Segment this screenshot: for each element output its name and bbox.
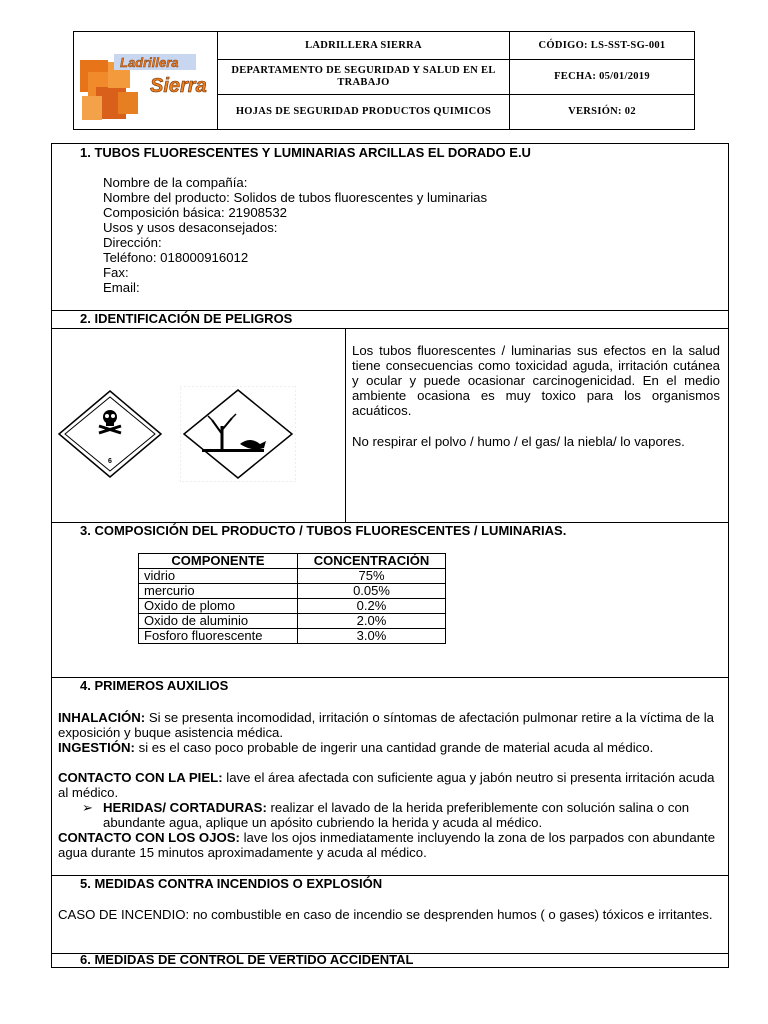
hazard-warning: No respirar el polvo / humo / el gas/ la niebla/ lo vapores.: [352, 434, 685, 449]
component-cell: mercurio: [139, 584, 298, 599]
table-row: [139, 629, 446, 644]
component-cell: vidrio: [139, 569, 298, 584]
document-version: VERSIÓN: 02: [568, 106, 636, 117]
svg-text:Sierra: Sierra: [150, 75, 207, 97]
phone-line: Teléfono: 018000916012: [103, 250, 249, 265]
document-header: [73, 31, 695, 130]
component-header: COMPONENTE: [139, 554, 298, 569]
skin-contact-label: CONTACTO CON LA PIEL:: [58, 770, 223, 785]
section-2-title: 2. IDENTIFICACIÓN DE PELIGROS: [80, 311, 293, 326]
table-row: [139, 614, 446, 629]
component-cell: Oxido de plomo: [139, 599, 298, 614]
fire-case-text: CASO DE INCENDIO: no combustible en caso de incendio se desprenden humos ( o gases) tóxicos e irritantes.: [58, 907, 713, 922]
ingestion-text: si es el caso poco probable de ingerir una cantidad grande de material acuda al médico.: [134, 740, 654, 755]
section-6-title: 6. MEDIDAS DE CONTROL DE VERTIDO ACCIDENTAL: [80, 952, 414, 967]
company-name-line: Nombre de la compañía:: [103, 175, 248, 190]
svg-text:Ladrillera: Ladrillera: [120, 55, 179, 70]
composition-table: [138, 553, 446, 644]
ingestion-paragraph: [58, 740, 722, 755]
concentration-cell: 75%: [298, 569, 446, 584]
document-code: CÓDIGO: LS-SST-SG-001: [538, 39, 666, 51]
concentration-cell: 0.05%: [298, 584, 446, 599]
eye-contact-label: CONTACTO CON LOS OJOS:: [58, 830, 240, 845]
table-header-row: [139, 554, 446, 569]
fax-line: Fax:: [103, 265, 129, 280]
skin-contact-text: lave el área afectada con suficiente agua y jabón neutro si presenta irritación acuda al médico.: [58, 770, 715, 800]
department-name: DEPARTAMENTO DE SEGURIDAD Y SALUD EN EL TRABAJO: [231, 65, 496, 88]
svg-text:6: 6: [108, 458, 112, 465]
inhalation-text: Si se presenta incomodidad, irritación o síntomas de afectación pulmonar retire a la víctima de la exposición y buque asistencia médica.: [58, 710, 715, 740]
eye-contact-text: lave los ojos inmediatamente incluyendo la zona de los parpados con abundante agua durante 15 minutos aproximadamente y acuda al médico.: [58, 830, 716, 860]
table-row: [139, 599, 446, 614]
document-date: FECHA: 05/01/2019: [554, 71, 650, 82]
table-row: [139, 569, 446, 584]
safety-sheet-body: [51, 143, 729, 968]
company-name: LADRILLERA SIERRA: [305, 39, 422, 51]
address-line: Dirección:: [103, 235, 162, 250]
wounds-label: HERIDAS/ CORTADURAS:: [103, 800, 267, 815]
brick-logo-icon: [74, 32, 217, 129]
company-logo: [74, 32, 218, 129]
section-4-title: 4. PRIMEROS AUXILIOS: [80, 678, 229, 693]
section-5-title: 5. MEDIDAS CONTRA INCENDIOS O EXPLOSIÓN: [80, 876, 383, 891]
toxic-skull-pictogram-icon: [57, 389, 163, 479]
concentration-cell: 0.2%: [298, 599, 446, 614]
wounds-paragraph: [103, 800, 723, 830]
table-row: [139, 584, 446, 599]
concentration-cell: 3.0%: [298, 629, 446, 644]
hazard-description: Los tubos fluorescentes / luminarias sus efectos en la salud tiene consecuencias como toxicidad aguda, irritación cutánea y ocular y puede ocasionar carcinogenicidad. En el medio ambiente ocasiona es muy toxico para los organismos acuáticos.: [352, 343, 720, 418]
composition-line: Composición básica: 21908532: [103, 205, 288, 220]
eye-contact-paragraph: [58, 830, 722, 860]
component-cell: Fosforo fluorescente: [139, 629, 298, 644]
skin-contact-paragraph: [58, 770, 722, 800]
concentration-header: CONCENTRACIÓN: [298, 554, 446, 569]
arrow-bullet-icon: ➢: [82, 800, 94, 815]
section-3-title: 3. COMPOSICIÓN DEL PRODUCTO / TUBOS FLUORESCENTES / LUMINARIAS.: [80, 523, 567, 538]
email-line: Email:: [103, 280, 140, 295]
inhalation-paragraph: [58, 710, 722, 740]
section-1-title: 1. TUBOS FLUORESCENTES Y LUMINARIAS ARCILLAS EL DORADO E.U: [80, 145, 531, 160]
component-cell: Oxido de aluminio: [139, 614, 298, 629]
wounds-text: realizar el lavado de la herida preferiblemente con solución salina o con abundante agua, aplique un apósito cubriendo la herida y acuda al médico.: [103, 800, 690, 830]
product-name-line: Nombre del producto: Solidos de tubos fluorescentes y luminarias: [103, 190, 488, 205]
inhalation-label: INHALACIÓN:: [58, 710, 146, 725]
environment-hazard-pictogram-icon: [180, 386, 296, 482]
concentration-cell: 2.0%: [298, 614, 446, 629]
uses-line: Usos y usos desaconsejados:: [103, 220, 278, 235]
document-title: HOJAS DE SEGURIDAD PRODUCTOS QUIMICOS: [235, 106, 492, 117]
ingestion-label: INGESTIÓN:: [58, 740, 135, 755]
